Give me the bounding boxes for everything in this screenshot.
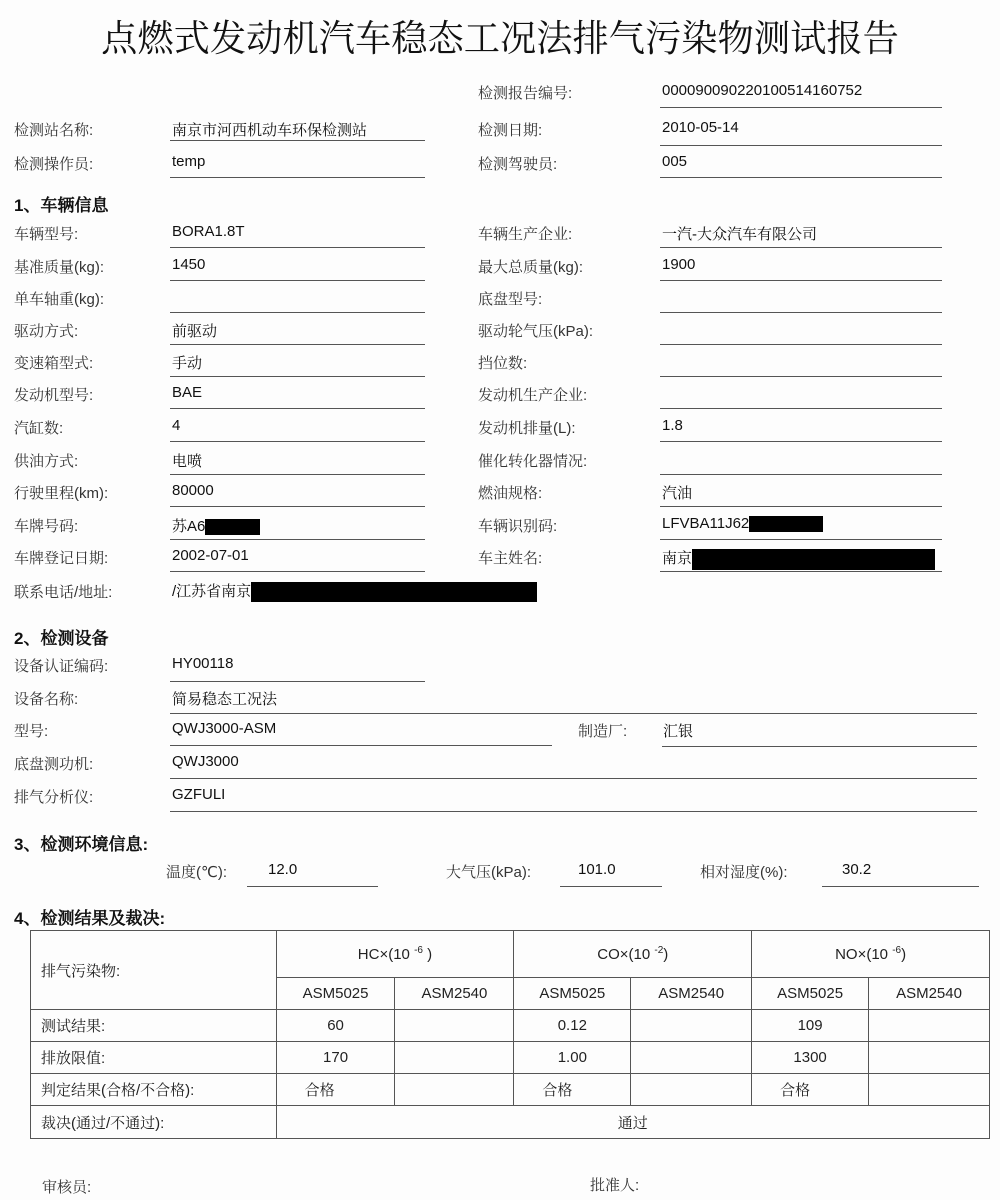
group-co [514,931,752,978]
verdict-label: 裁决(通过/不通过): [31,1106,277,1139]
vehicle-left-label: 基准质量(kg): [14,259,105,276]
group-co-exp: -2 [654,945,664,956]
vehicle-right-label: 车辆生产企业: [478,226,573,243]
vehicle-left-value-text: BAE [172,384,203,401]
table-cell [631,1010,752,1042]
vehicle-left-value [172,482,214,499]
vehicle-left-value-text: 前驱动 [172,323,218,340]
vehicle-left-label: 供油方式: [14,453,79,470]
group-hc-name: HC×(10 [357,946,410,963]
pressure-label: 大气压(kPa): [446,864,532,881]
vehicle-left-value-text: 2002-07-01 [172,547,249,564]
temperature-label: 温度(℃): [166,864,228,881]
temperature-underline [247,886,378,887]
vehicle-right-underline [660,344,942,345]
vehicle-left-label: 车辆型号: [14,226,79,243]
vehicle-right-value-text: LFVBA11J62 [662,515,750,532]
table-cell [395,1042,514,1074]
contact-label: 联系电话/地址: [14,584,113,601]
vehicle-left-value-text: 电喷 [172,453,203,470]
vehicle-left-underline [170,247,425,248]
table-row [31,1042,990,1074]
vehicle-right-value-text: 一汽-大众汽车有限公司 [662,226,817,243]
vehicle-right-underline [660,506,942,507]
vehicle-right-underline [660,247,942,248]
humidity-value: 30.2 [842,861,872,878]
table-cell [395,1074,514,1106]
vehicle-left-value [172,417,180,434]
vehicle-left-value [172,547,249,564]
model-value: QWJ3000-ASM [172,720,277,737]
group-hc-close: ) [427,946,433,963]
mode-cell: ASM5025 [276,978,395,1010]
vehicle-left-value-text: 1450 [172,256,206,273]
verdict-value: 通过 [276,1106,989,1139]
vehicle-right-label: 发动机排量(L): [478,420,576,437]
model-underline [170,745,552,746]
section-environment-heading: 3、检测环境信息: [14,835,149,854]
vehicle-right-value [662,223,817,244]
dyno-label: 底盘测功机: [14,756,94,773]
analyzer-underline [170,811,977,812]
vehicle-left-value [172,515,260,536]
date-value: 2010-05-14 [662,119,739,136]
table-cell: 1300 [752,1042,869,1074]
row-label: 排放限值: [31,1042,277,1074]
maker-label: 制造厂: [578,723,628,740]
vehicle-left-label: 行驶里程(km): [14,485,109,502]
cert-underline [170,681,425,682]
redaction-block [749,516,823,532]
table-cell [869,1010,990,1042]
report-title: 点燃式发动机汽车稳态工况法排气污染物测试报告 [101,17,899,60]
report-no-underline [660,107,942,108]
model-label: 型号: [14,723,49,740]
vehicle-left-value [172,384,202,401]
analyzer-value: GZFULI [172,786,226,803]
vehicle-left-underline [170,280,425,281]
table-cell: 60 [276,1010,395,1042]
results-table [30,930,990,1139]
vehicle-right-label: 燃油规格: [478,485,543,502]
maker-value: 汇银 [663,723,694,740]
vehicle-left-underline [170,441,425,442]
verdict-row [31,1106,990,1139]
vehicle-right-value [662,515,823,532]
vehicle-left-value-text: 苏A6 [172,518,206,535]
table-cell: 1.00 [514,1042,631,1074]
cert-label: 设备认证编码: [14,658,109,675]
vehicle-left-value-text: BORA1.8T [172,223,245,240]
mode-cell: ASM5025 [752,978,869,1010]
group-co-close: ) [663,946,669,963]
table-cell [869,1042,990,1074]
vehicle-right-value-text: 1.8 [662,417,683,434]
vehicle-left-label: 车牌号码: [14,518,79,535]
equipment-name-value: 简易稳态工况法 [172,691,278,708]
vehicle-right-underline [660,408,942,409]
vehicle-right-value [662,256,695,273]
report-no-value: 0000900902201005141607​52 [662,82,863,99]
vehicle-left-value [172,352,202,373]
operator-value: temp [172,153,206,170]
cert-value: HY00118 [172,655,234,672]
vehicle-left-underline [170,344,425,345]
pollutant-label: 排气污染物: [31,931,277,1010]
mode-cell: ASM2540 [869,978,990,1010]
row-label: 测试结果: [31,1010,277,1042]
vehicle-right-label: 驱动轮气压(kPa): [478,323,594,340]
group-no-close: ) [901,946,907,963]
vehicle-left-label: 车牌登记日期: [14,550,109,567]
contact-text: /江苏省南京 [172,583,252,600]
humidity-underline [822,886,979,887]
vehicle-right-value-text: 汽油 [662,485,693,502]
vehicle-right-underline [660,312,942,313]
driver-underline [660,177,942,178]
station-value: 南京市河西机动车环保检测站 [172,122,368,139]
vehicle-left-label: 汽缸数: [14,420,64,437]
vehicle-left-value [172,256,205,273]
table-cell [631,1074,752,1106]
mode-cell: ASM2540 [395,978,514,1010]
temperature-value: 12.0 [268,861,298,878]
group-hc-exp: -6 [414,945,423,956]
vehicle-left-label: 变速箱型式: [14,355,94,372]
row-label: 判定结果(合格/不合格): [31,1074,277,1106]
group-co-name: CO×(10 [597,946,651,963]
contact-value [172,580,537,602]
redaction-block [205,519,260,535]
pressure-value: 101.0 [578,861,616,878]
operator-underline [170,177,425,178]
vehicle-left-label: 单车轴重(kg): [14,291,105,308]
table-cell [395,1010,514,1042]
table-row [31,1010,990,1042]
station-label: 检测站名称: [14,122,94,139]
group-no-exp: -6 [892,945,902,956]
section-vehicle-heading: 1、车辆信息 [14,196,109,215]
vehicle-right-label: 挡位数: [478,355,528,372]
table-header-row [31,931,990,978]
vehicle-left-underline [170,408,425,409]
vehicle-right-label: 底盘型号: [478,291,543,308]
analyzer-label: 排气分析仪: [14,789,94,806]
vehicle-right-underline [660,441,942,442]
table-cell: 0.12 [514,1010,631,1042]
vehicle-left-underline [170,376,425,377]
vehicle-right-label: 催化转化器情况: [478,453,588,470]
redaction-block [251,582,537,602]
group-no [752,931,990,978]
table-cell [869,1074,990,1106]
reviewer-label: 审核员: [42,1179,92,1196]
vehicle-right-label: 车辆识别码: [478,518,558,535]
dyno-value: QWJ3000 [172,753,239,770]
driver-value: 005 [662,153,688,170]
pressure-underline [560,886,662,887]
vehicle-right-value-text: 1900 [662,256,696,273]
vehicle-right-value [662,482,692,503]
table-cell: 合格 [514,1074,631,1106]
station-underline [170,140,425,141]
humidity-label: 相对湿度(%): [700,864,788,881]
vehicle-left-value [172,320,217,341]
table-row [31,1074,990,1106]
vehicle-right-value [662,547,935,570]
date-underline [660,145,942,146]
vehicle-left-underline [170,539,425,540]
date-label: 检测日期: [478,122,543,139]
vehicle-left-label: 发动机型号: [14,387,94,404]
mode-cell: ASM5025 [514,978,631,1010]
vehicle-right-value [662,417,683,434]
mode-cell: ASM2540 [631,978,752,1010]
vehicle-right-value-text: 南京 [662,550,693,567]
vehicle-right-label: 最大总质量(kg): [478,259,584,276]
section-results-heading: 4、检测结果及裁决: [14,909,166,928]
vehicle-right-label: 车主姓名: [478,550,543,567]
group-hc [276,931,514,978]
dyno-underline [170,778,977,779]
vehicle-left-value-text: 80000 [172,482,214,499]
driver-label: 检测驾驶员: [478,156,558,173]
vehicle-left-value-text: 4 [172,417,181,434]
vehicle-left-value-text: 手动 [172,355,203,372]
report-no-label: 检测报告编号: [478,85,573,102]
equipment-name-label: 设备名称: [14,691,79,708]
vehicle-left-underline [170,506,425,507]
table-cell: 170 [276,1042,395,1074]
maker-underline [662,746,977,747]
vehicle-left-label: 驱动方式: [14,323,79,340]
vehicle-right-underline [660,571,942,572]
vehicle-left-underline [170,312,425,313]
vehicle-left-value [172,223,245,240]
table-cell: 合格 [276,1074,395,1106]
vehicle-left-underline [170,474,425,475]
vehicle-right-underline [660,474,942,475]
vehicle-left-value [172,450,202,471]
redaction-block [692,549,935,570]
table-cell: 合格 [752,1074,869,1106]
vehicle-left-underline [170,571,425,572]
vehicle-right-label: 发动机生产企业: [478,387,588,404]
equipment-name-underline [170,713,977,714]
vehicle-right-underline [660,376,942,377]
approver-label: 批准人: [590,1177,640,1194]
vehicle-right-underline [660,539,942,540]
table-cell: 109 [752,1010,869,1042]
section-equipment-heading: 2、检测设备 [14,629,109,648]
vehicle-right-underline [660,280,942,281]
group-no-name: NO×(10 [835,946,889,963]
operator-label: 检测操作员: [14,156,94,173]
table-cell [631,1042,752,1074]
